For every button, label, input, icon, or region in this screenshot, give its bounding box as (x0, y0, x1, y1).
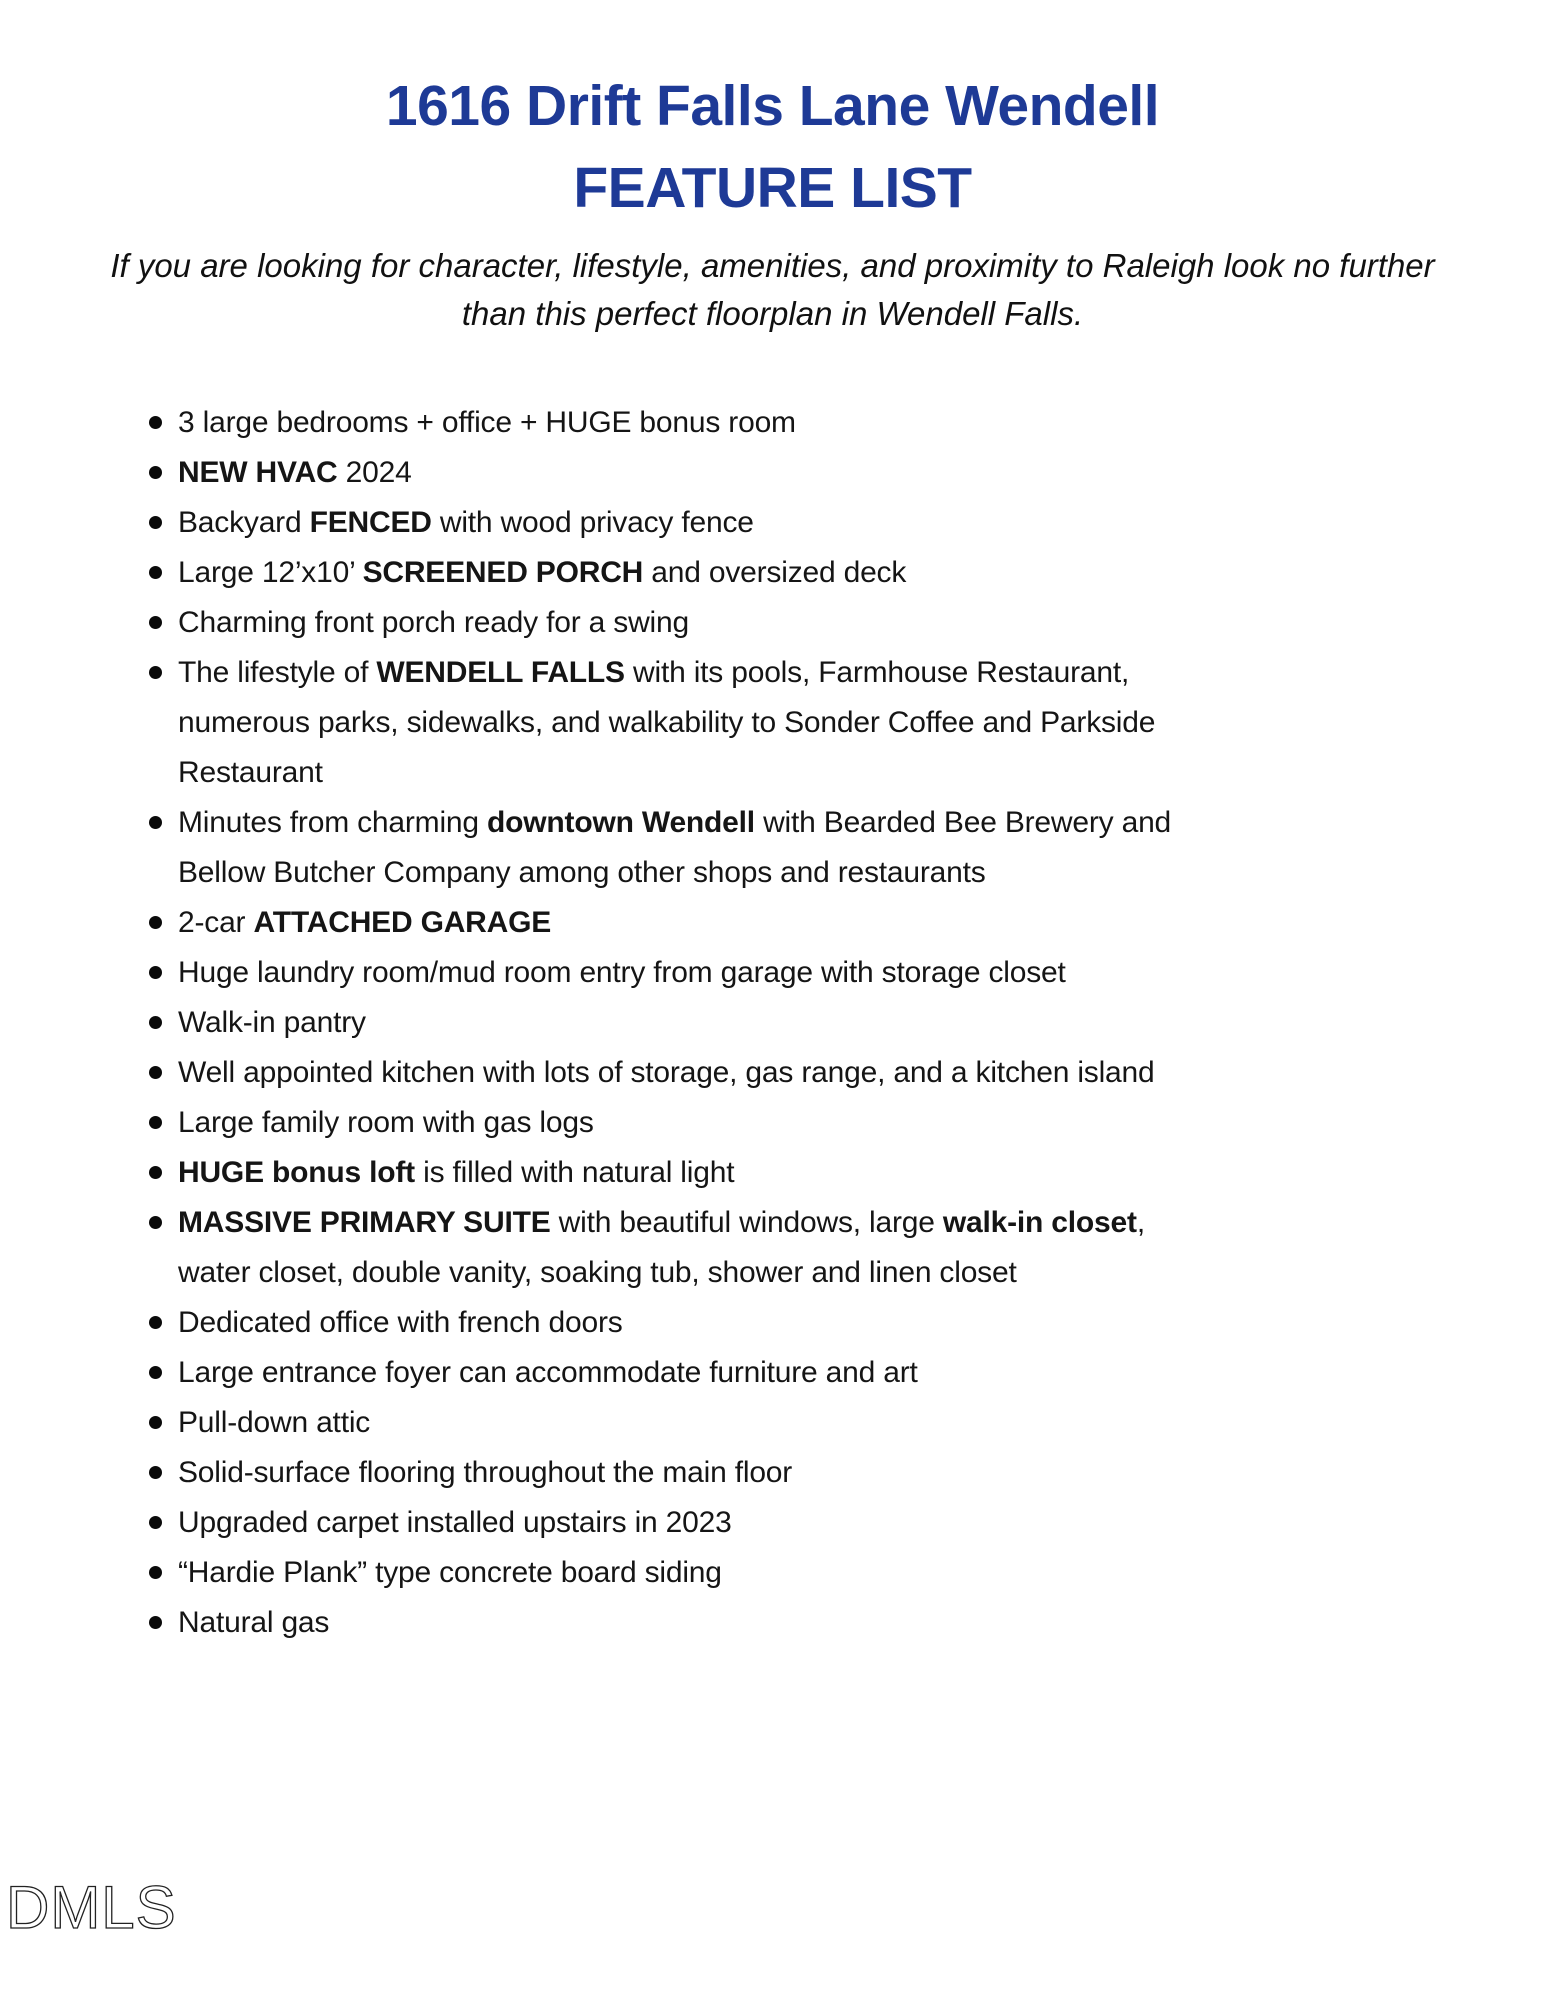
feature-segment: Solid-surface flooring throughout the main floor (178, 1456, 793, 1489)
feature-item (178, 498, 1218, 548)
feature-segment-bold: HUGE bonus loft (178, 1156, 415, 1189)
feature-item (178, 1598, 1218, 1648)
feature-item (178, 648, 1218, 798)
feature-segment: Pull-down attic (178, 1406, 371, 1439)
feature-segment: Huge laundry room/mud room entry from garage with storage closet (178, 956, 1066, 989)
feature-item (178, 798, 1218, 898)
feature-item (178, 1098, 1218, 1148)
feature-segment-bold: WENDELL FALLS (376, 656, 625, 689)
feature-item (178, 1348, 1218, 1398)
feature-segment: Minutes from charming (178, 806, 488, 839)
feature-segment: 2024 (337, 456, 412, 489)
feature-item (178, 1448, 1218, 1498)
feature-item (178, 448, 1218, 498)
feature-segment: Walk-in pantry (178, 1006, 366, 1039)
feature-item (178, 598, 1218, 648)
feature-segment-bold: MASSIVE PRIMARY SUITE (178, 1206, 551, 1239)
feature-item (178, 398, 1218, 448)
feature-segment: with beautiful windows, large (550, 1206, 943, 1239)
feature-segment: 2-car (178, 906, 254, 939)
feature-segment: 3 large bedrooms + office + HUGE bonus room (178, 406, 796, 439)
feature-item (178, 948, 1218, 998)
feature-segment: “Hardie Plank” type concrete board siding (178, 1556, 722, 1589)
feature-item (178, 1548, 1218, 1598)
feature-item (178, 898, 1218, 948)
feature-segment: is filled with natural light (414, 1156, 735, 1189)
dmls-watermark: DMLS (6, 1874, 177, 1941)
feature-segment: and oversized deck (643, 556, 907, 589)
feature-item (178, 1398, 1218, 1448)
feature-list (178, 398, 1218, 1648)
feature-item (178, 1298, 1218, 1348)
feature-segment-bold: NEW HVAC (178, 456, 338, 489)
feature-item (178, 1048, 1218, 1098)
feature-segment: , water closet, double vanity, soaking tub, shower and linen closet (178, 1206, 1145, 1289)
feature-segment: Dedicated office with french doors (178, 1306, 623, 1339)
feature-item (178, 998, 1218, 1048)
feature-segment: Large 12’x10’ (178, 556, 363, 589)
feature-segment: with Bearded Bee Brewery and Bellow Butcher Company among other shops and restaurants (178, 806, 1172, 889)
intro-text: If you are looking for character, lifestyle, amenities, and proximity to Raleigh look no further than this perfect floorplan in Wendell Falls. (110, 247, 1435, 332)
feature-segment: Charming front porch ready for a swing (178, 606, 689, 639)
feature-item (178, 548, 1218, 598)
feature-item (178, 1498, 1218, 1548)
feature-item (178, 1148, 1218, 1198)
feature-segment: Large entrance foyer can accommodate furniture and art (178, 1356, 918, 1389)
feature-segment: with wood privacy fence (431, 506, 754, 539)
feature-segment-bold: SCREENED PORCH (362, 556, 644, 589)
feature-segment-bold: walk-in closet (942, 1206, 1137, 1239)
feature-segment: with its pools, Farmhouse Restaurant, numerous parks, sidewalks, and walkability to Sonder Coffee and Parkside Restaurant (178, 656, 1156, 789)
feature-segment: Upgraded carpet installed upstairs in 2023 (178, 1506, 732, 1539)
feature-segment-bold: FENCED (309, 506, 432, 539)
feature-segment: Well appointed kitchen with lots of storage, gas range, and a kitchen island (178, 1056, 1155, 1089)
feature-segment-bold: ATTACHED GARAGE (253, 906, 552, 939)
page-title: 1616 Drift Falls Lane Wendell (385, 74, 1160, 138)
feature-segment: The lifestyle of (178, 656, 377, 689)
feature-segment: Large family room with gas logs (178, 1106, 594, 1139)
feature-item (178, 1198, 1218, 1298)
feature-segment-bold: downtown Wendell (487, 806, 755, 839)
feature-segment: Natural gas (178, 1606, 330, 1639)
feature-segment: Backyard (178, 506, 310, 539)
page-subtitle-heading: FEATURE LIST (573, 156, 972, 220)
